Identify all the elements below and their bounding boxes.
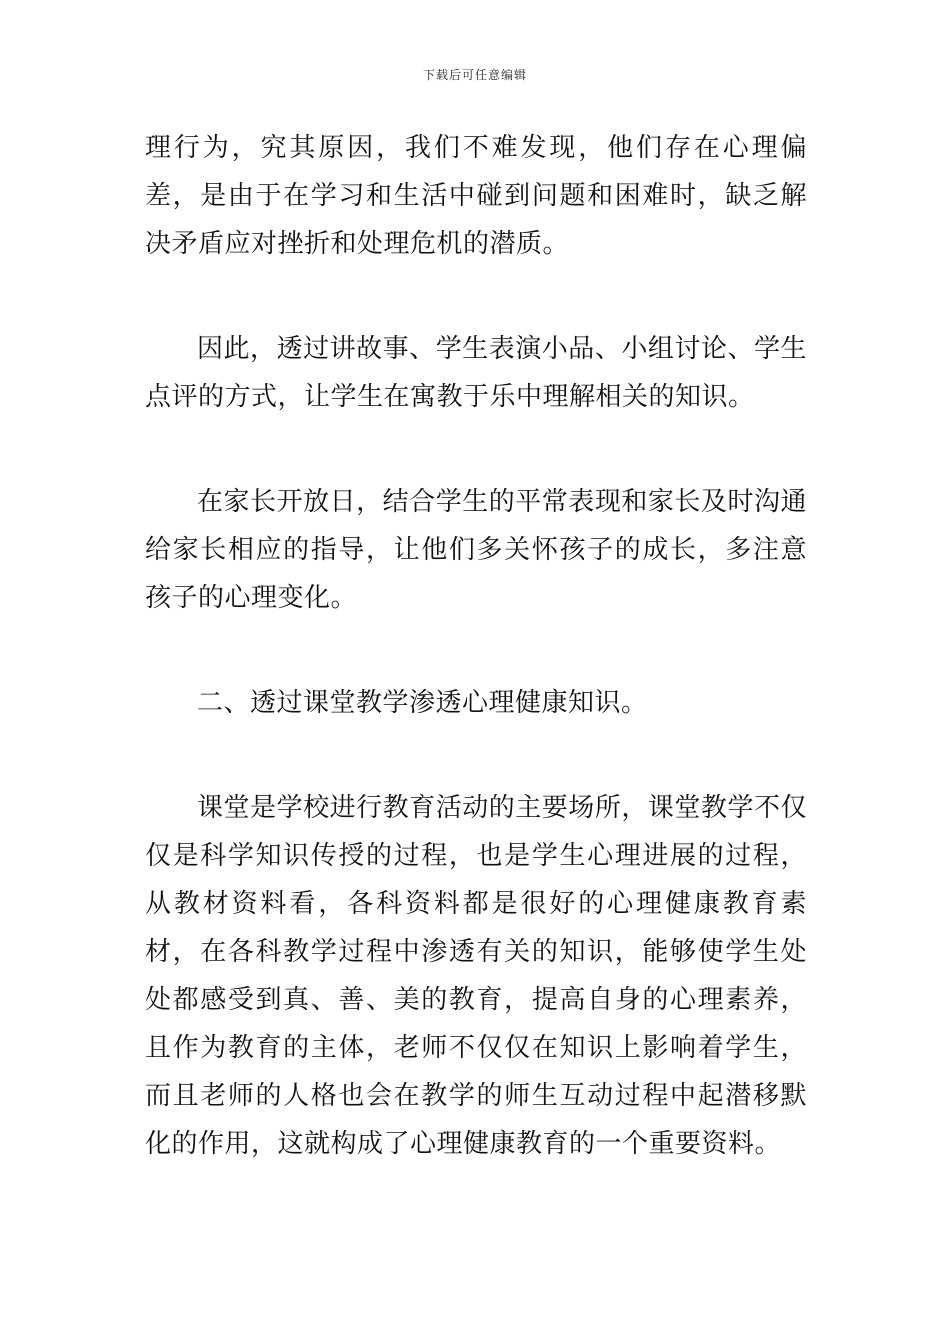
section-heading-classroom: 二、透过课堂教学渗透心理健康知识。 <box>197 688 648 718</box>
paragraph-continuation: 理行为，究其原因，我们不难发现，他们存在心理偏差，是由于在学习和生活中碰到问题和困难时，缺乏解决矛盾应对挫折和处理危机的潜质。 <box>145 133 807 259</box>
paragraph-classroom-teaching: 课堂是学校进行教育活动的主要场所，课堂教学不仅仅是科学知识传授的过程，也是学生心理进展的过程，从教材资料看，各科资料都是很好的心理健康教育素材，在各科教学过程中渗透有关的知识，能够使学生处处都感受到真、善、美的教育，提高自身的心理素养，且作为教育的主体，老师不仅仅在知识上影响着学生，而且老师的人格也会在教学的师生互动过程中起潜移默化的作用，这就构成了心理健康教育的一个重要资料。 <box>145 793 807 1159</box>
page-header-note: 下载后可任意编辑 <box>422 68 527 82</box>
paragraph-methods: 因此，透过讲故事、学生表演小品、小组讨论、学生点评的方式，让学生在寓教于乐中理解相关的知识。 <box>145 334 807 412</box>
document-body <box>145 124 807 1168</box>
paragraph-parents-day: 在家长开放日，结合学生的平常表现和家长及时沟通给家长相应的指导，让他们多关怀孩子的成长，多注意孩子的心理变化。 <box>145 487 807 613</box>
